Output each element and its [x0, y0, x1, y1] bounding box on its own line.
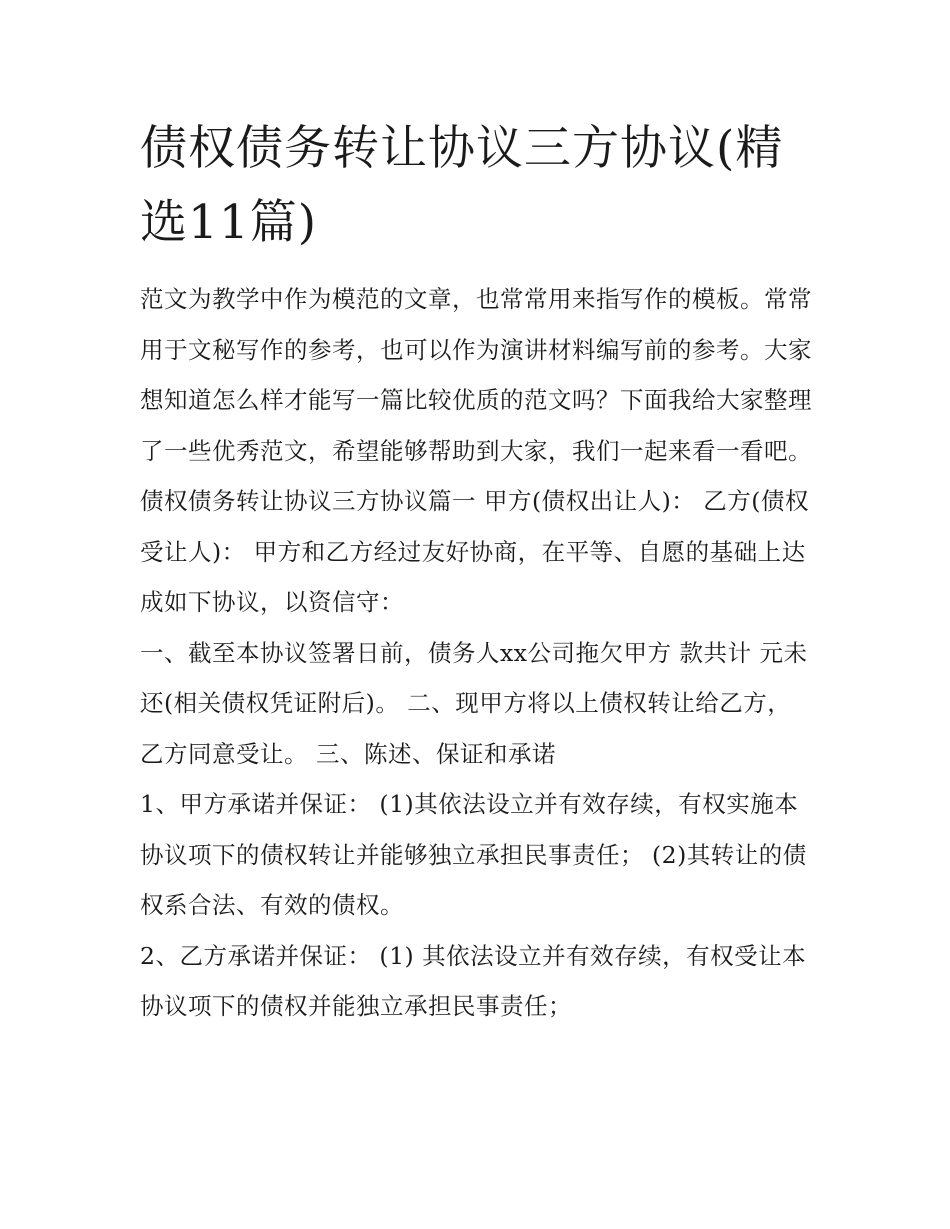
document-body: [140, 112, 812, 1032]
party-a-warranty-paragraph: 1、甲方承诺并保证： (1)其依法设立并有效存续，有权实施本协议项下的债权转让并能够独立承担民事责任； (2)其转让的债权系合法、有效的债权。: [140, 790, 807, 919]
agreement-parties-paragraph: 债权债务转让协议三方协议篇一 甲方(债权出让人)： 乙方(债权受让人)： 甲方和乙方经过友好协商，在平等、自愿的基础上达成如下协议，以资信守：: [140, 487, 809, 616]
intro-paragraph: 范文为教学中作为模范的文章，也常常用来指写作的模板。常常用于文秘写作的参考，也可以作为演讲材料编写前的参考。大家想知道怎么样才能写一篇比较优质的范文吗？下面我给大家整理了一些优秀范文，希望能够帮助到大家，我们一起来看一看吧。: [140, 285, 812, 465]
clause-one-paragraph: 一、截至本协议签署日前，债务人xx公司拖欠甲方 款共计 元未还(相关债权凭证附后)。 二、现甲方将以上债权转让给乙方，乙方同意受让。 三、陈述、保证和承诺: [140, 638, 808, 768]
document-title: 债权债务转让协议三方协议(精选11篇): [140, 121, 784, 250]
party-b-warranty-paragraph: 2、乙方承诺并保证： (1) 其依法设立并有效存续，有权受让本协议项下的债权并能独立承担民事责任；: [140, 941, 807, 1020]
